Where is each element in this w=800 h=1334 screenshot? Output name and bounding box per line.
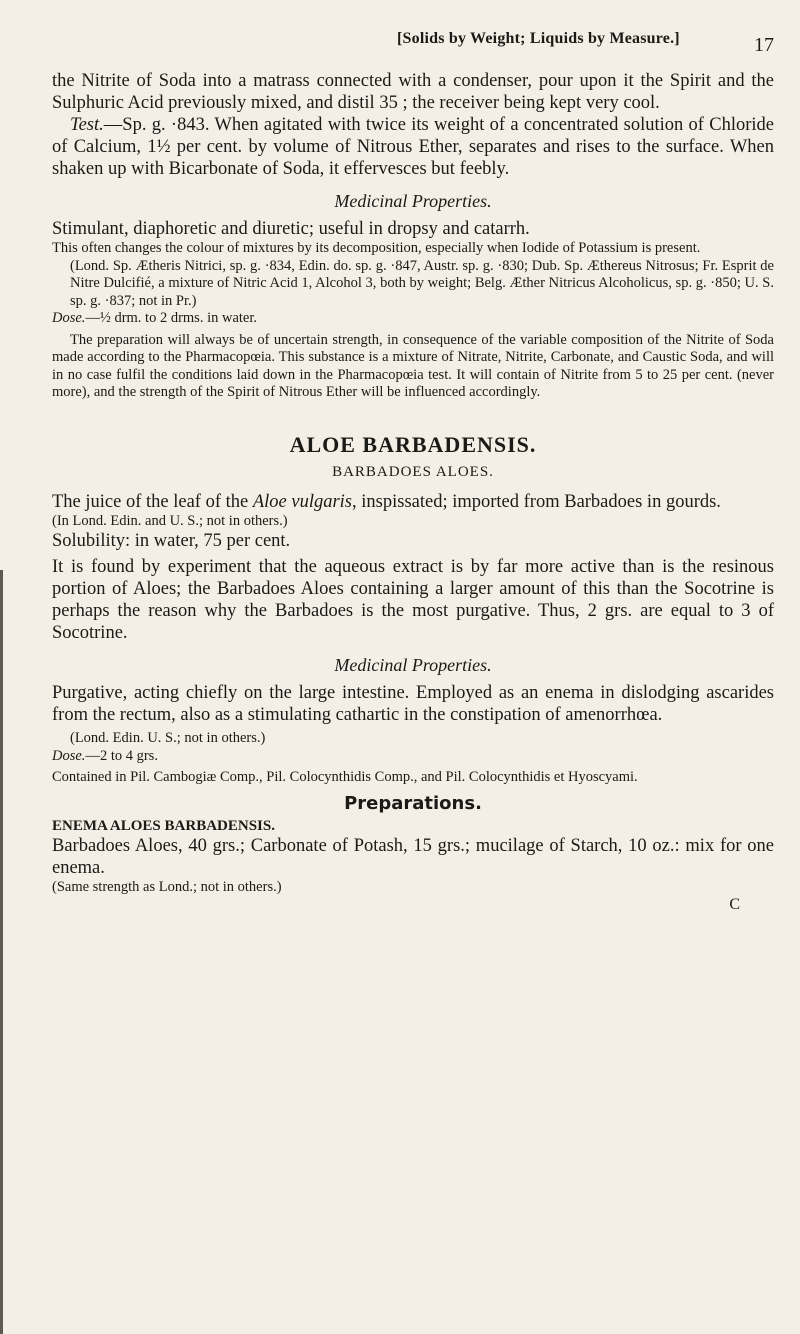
preparations-heading: Preparations. (344, 792, 482, 814)
aloe-experiment: It is found by experiment that the aqueous extract is by far more active than is the resinous portion of Aloes; the Barbadoes Aloes containing a larger amount of this than the Socotrine is perhaps the reason why the Barbadoes is the most purgative. Thus, 2 grs. are equal to 3 of Socotrine. (52, 557, 774, 643)
aloe-desc-pre: The juice of the leaf of the (52, 491, 253, 512)
dose-label: Dose. (52, 310, 86, 326)
aloe-medicinal-heading: Medicinal Properties. (334, 655, 492, 675)
aloe-dose-text: —2 to 4 grs. (85, 747, 158, 764)
test-text: —Sp. g. ·843. When agitated with twice its weight of a concentrated solution of Chloride of Calcium, 1½ per cent. by volume of Nitrous Ether, separates and rises to the surface. When shaken up with Bicarbonate of Soda, it effervesces but feebly. (52, 115, 774, 179)
page-edge-shadow (0, 570, 3, 1334)
dose-text: —½ drm. to 2 drms. in water. (85, 310, 258, 326)
aloe-official-note: (In Lond. Edin. and U. S.; not in others.) (52, 512, 288, 529)
enema-note: (Same strength as Lond.; not in others.) (52, 878, 282, 895)
aloe-description (52, 491, 774, 513)
colour-note: This often changes the colour of mixtures by its decomposition, especially when Iodide of Potassium is present. (52, 240, 701, 256)
running-head: [Solids by Weight; Liquids by Measure.] (397, 30, 680, 47)
preparation-note: The preparation will always be of uncertain strength, in consequence of the variable composition of the Nitrite of Soda made according to the Pharmacopœia. This substance is a mixture of Nitrate, Nitrite, Carbonate, and Caustic Soda, and will in no case fulfil the conditions laid down in the Pharmacopœia test. It will contain of Nitrite from 5 to 25 per cent. (never more), and the strength of the Spirit of Nitrous Ether will be influenced accordingly. (52, 331, 774, 400)
dose-line (52, 310, 774, 328)
aloe-desc-post: , inspissated; imported from Barbadoes in gourds. (352, 491, 721, 512)
aloe-title: ALOE BARBADENSIS. (289, 431, 537, 457)
aloe-solubility: Solubility: in water, 75 per cent. (52, 531, 291, 551)
aloe-desc-italic: Aloe vulgaris (252, 491, 353, 512)
aloe-medicinal-text: Purgative, acting chiefly on the large intestine. Employed as an enema in dislodging ascarides from the rectum, also as a stimulating cathartic in the constipation of amenorrhœa. (52, 683, 774, 725)
aloe-dose-line (52, 748, 774, 766)
aloe-official-note-2: (Lond. Edin. U. S.; not in others.) (70, 730, 266, 746)
page-number: 17 (754, 34, 774, 56)
page-header (52, 30, 774, 70)
nitrite-intro: the Nitrite of Soda into a matrass connected with a condenser, pour upon it the Spirit and the Sulphuric Acid previously mixed, and distil 35 ; the receiver being kept very cool. (52, 71, 774, 113)
medicinal-text: Stimulant, diaphoretic and diuretic; useful in dropsy and catarrh. (52, 219, 530, 239)
signature-mark: C (729, 896, 740, 913)
aloe-dose-label: Dose. (52, 747, 86, 764)
enema-title: ENEMA ALOES BARBADENSIS. (52, 817, 275, 834)
book-page (52, 30, 774, 914)
pharmacopoeia-note: (Lond. Sp. Ætheris Nitrici, sp. g. ·834, Edin. do. sp. g. ·847, Austr. sp. g. ·830; Dub. Sp. Æthereus Nitrosus; Fr. Esprit de Nitre Dulcifié, a mixture of Nitric Acid 1, Alcohol 3, both by weight; Belg. Æther Nitricus Alcoholicus, sp. g. ·850; U. S. sp. g. ·837; not in Pr.) (70, 257, 774, 309)
test-label: Test. (70, 115, 104, 135)
medicinal-heading: Medicinal Properties. (334, 191, 492, 211)
test-paragraph (52, 114, 774, 180)
aloe-subtitle: BARBADOES ALOES. (332, 463, 494, 480)
enema-text: Barbadoes Aloes, 40 grs.; Carbonate of Potash, 15 grs.; mucilage of Starch, 10 oz.: mix for one enema. (52, 835, 774, 878)
aloe-contained: Contained in Pil. Cambogiæ Comp., Pil. Colocynthidis Comp., and Pil. Colocynthidis et Hyoscyami. (52, 769, 638, 785)
